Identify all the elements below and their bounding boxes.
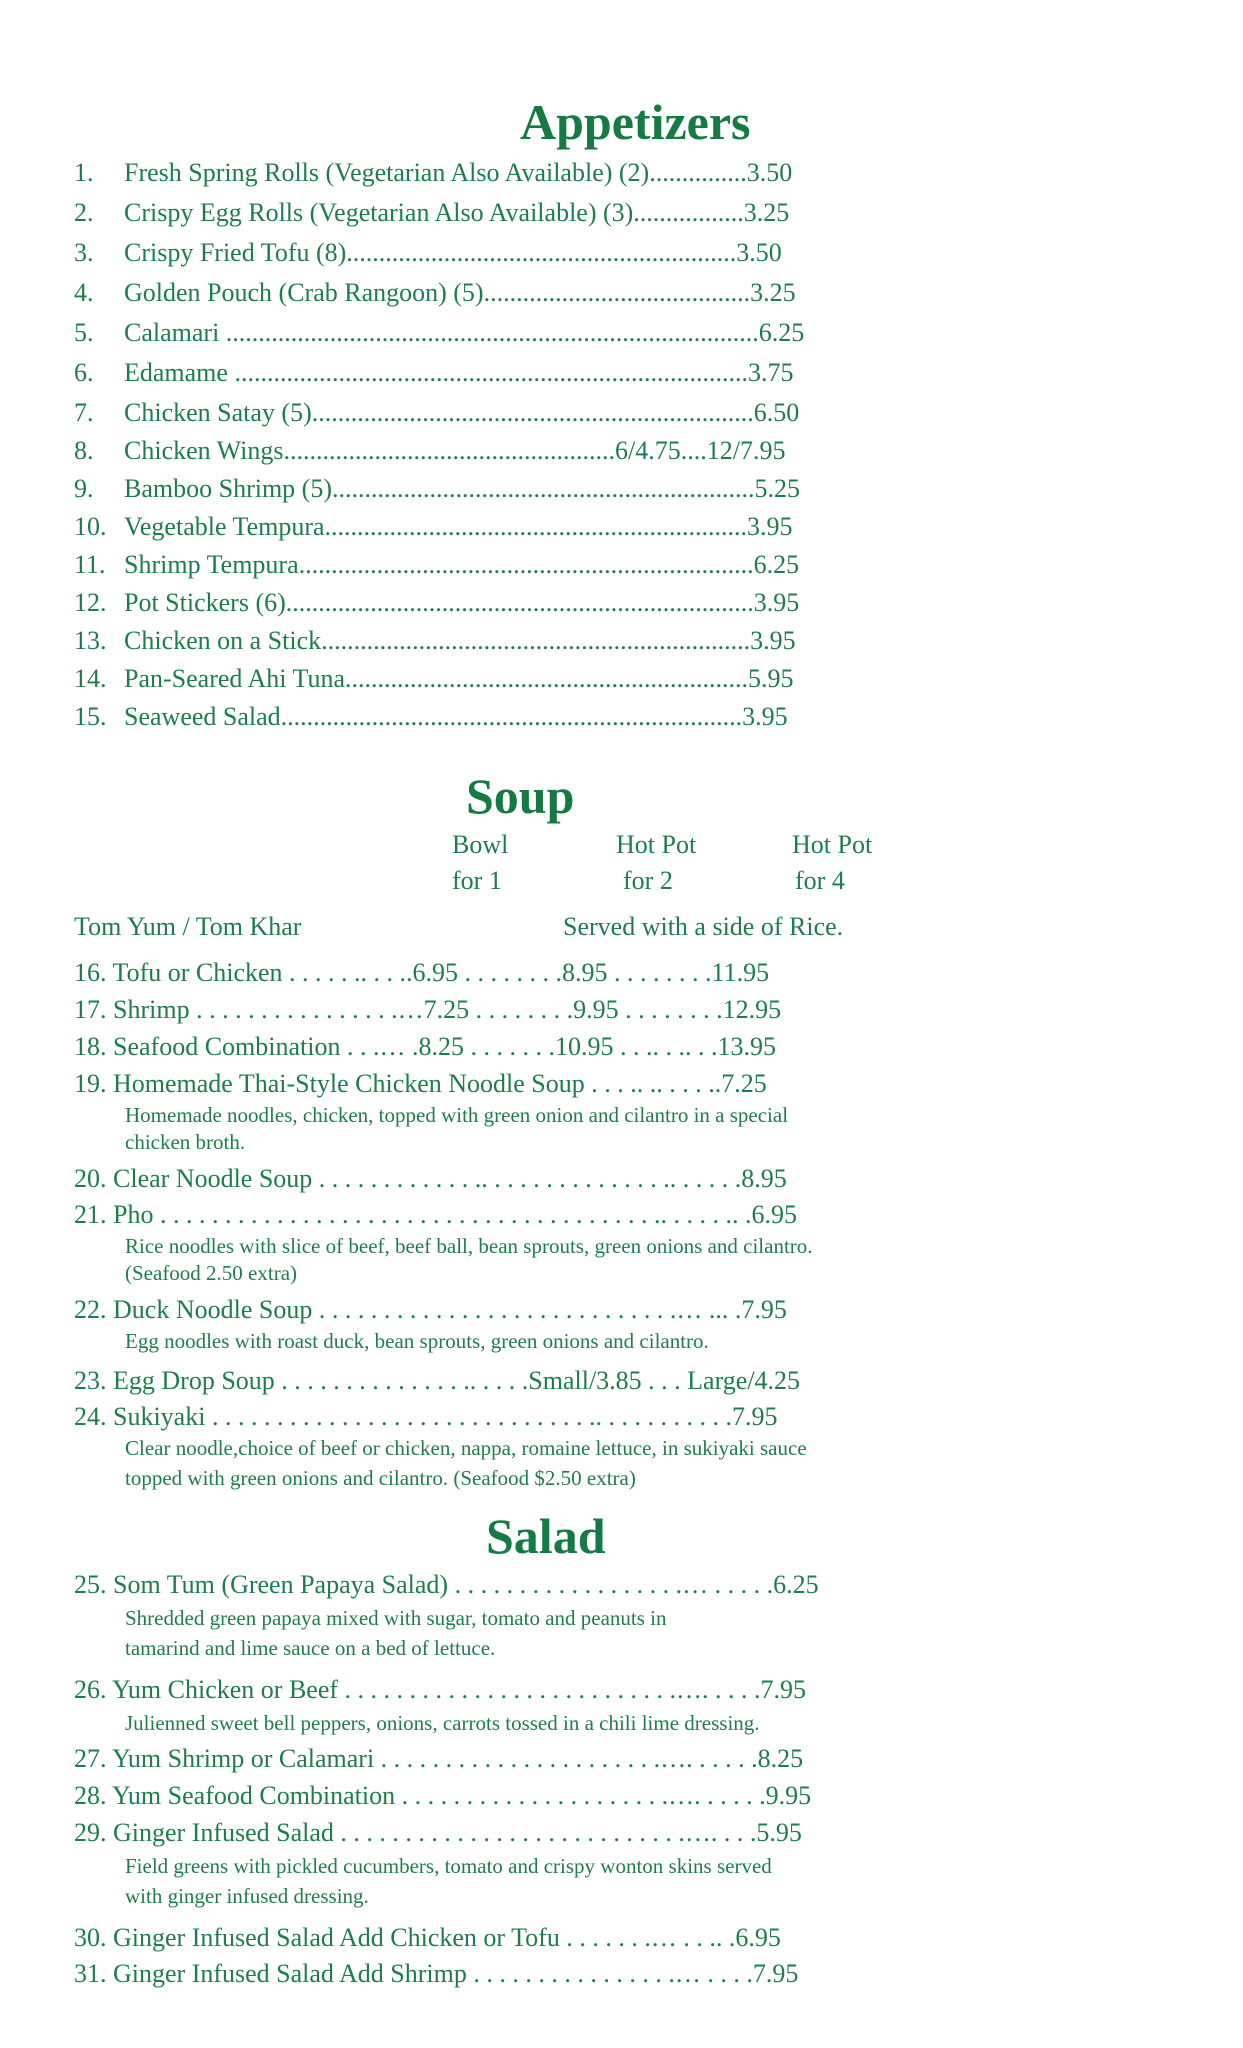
item-number: 15. xyxy=(74,702,107,731)
menu-item xyxy=(74,357,794,389)
item-number: 3. xyxy=(74,238,94,267)
menu-item: 25. Som Tum (Green Papaya Salad) . . . . . . . . . . . . . . . . . .… . . . . .6.25 xyxy=(74,1570,819,1599)
item-number: 13. xyxy=(74,626,107,655)
item-text: Vegetable Tempura.................................................................3.95 xyxy=(124,512,793,541)
menu-item: 30. Ginger Infused Salad Add Chicken or Tofu . . . . . . .… . . .. .6.95 xyxy=(74,1923,781,1952)
menu-item: 29. Ginger Infused Salad . . . . . . . . . . . . . . . . . . . . . . . . . . .…. . . .5.95 xyxy=(74,1818,802,1847)
item-description: Shredded green papaya mixed with sugar, tomato and peanuts in xyxy=(125,1606,667,1630)
soup-col-bowl-line1: Bowl xyxy=(452,830,509,859)
item-number: 9. xyxy=(74,474,94,503)
menu-item: 24. Sukiyaki . . . . . . . . . . . . . . . . . . . . . . . . . . . . . .. . . . . . . . . . .7.95 xyxy=(74,1402,778,1431)
soup-col-bowl-line2: for 1 xyxy=(452,866,502,895)
soup-subhead-left: Tom Yum / Tom Khar xyxy=(74,912,302,941)
item-number: 14. xyxy=(74,664,107,693)
menu-item: 19. Homemade Thai-Style Chicken Noodle Soup . . . .. .. . . . ..7.25 xyxy=(74,1069,767,1098)
item-text: Chicken Wings...................................................6/4.75....12/7.95 xyxy=(124,436,786,465)
menu-item xyxy=(74,157,793,189)
item-description: Rice noodles with slice of beef, beef ball, bean sprouts, green onions and cilantro. xyxy=(125,1234,813,1258)
item-text: Chicken on a Stick..................................................................3.95 xyxy=(124,626,796,655)
menu-item xyxy=(74,397,800,429)
item-number: 11. xyxy=(74,550,106,579)
item-text: Fresh Spring Rolls (Vegetarian Also Available) (2)...............3.50 xyxy=(124,158,793,187)
menu-item xyxy=(74,625,796,657)
menu-item xyxy=(74,511,793,543)
item-text: Pan-Seared Ahi Tuna..............................................................5.95 xyxy=(124,664,794,693)
menu-item xyxy=(74,277,796,309)
menu-item xyxy=(74,197,790,229)
item-description: with ginger infused dressing. xyxy=(125,1884,369,1908)
menu-item xyxy=(74,587,800,619)
item-description: Homemade noodles, chicken, topped with green onion and cilantro in a special xyxy=(125,1103,789,1127)
item-description: Field greens with pickled cucumbers, tomato and crispy wonton skins served xyxy=(125,1854,772,1878)
item-text: Bamboo Shrimp (5).................................................................5.25 xyxy=(124,474,800,503)
soup-heading: Soup xyxy=(466,768,575,824)
menu-item: 31. Ginger Infused Salad Add Shrimp . . . . . . . . . . . . . . . .… . . . .7.95 xyxy=(74,1959,799,1988)
menu-item: 26. Yum Chicken or Beef . . . . . . . . . . . . . . . . . . . . . . . . . .…. . . . .7.95 xyxy=(74,1675,807,1704)
menu-item: 18. Seafood Combination . . .… .8.25 . . . . . . .10.95 . . .. . .. . .13.95 xyxy=(74,1032,776,1061)
item-number: 5. xyxy=(74,318,94,347)
item-text: Calamari ..................................................................................6.25 xyxy=(124,318,805,347)
menu-item xyxy=(74,663,794,695)
item-description: tamarind and lime sauce on a bed of lettuce. xyxy=(125,1636,496,1660)
menu-item: 28. Yum Seafood Combination . . . . . . . . . . . . . . . . . . . . .…. . . . . .9.95 xyxy=(74,1781,812,1810)
item-number: 12. xyxy=(74,588,107,617)
menu-item: 16. Tofu or Chicken . . . . . .. . . ..6.95 . . . . . . . .8.95 . . . . . . . .11.95 xyxy=(74,958,770,987)
item-number: 2. xyxy=(74,198,94,227)
menu-item xyxy=(74,473,800,505)
item-number: 1. xyxy=(74,158,94,187)
soup-col-hotpot4-line1: Hot Pot xyxy=(792,830,873,859)
item-text: Edamame ...............................................................................3.75 xyxy=(124,358,794,387)
menu-item: 27. Yum Shrimp or Calamari . . . . . . . . . . . . . . . . . . . . . .…. . . . . .8.25 xyxy=(74,1744,804,1773)
item-number: 7. xyxy=(74,398,94,427)
item-number: 10. xyxy=(74,512,107,541)
item-text: Chicken Satay (5)....................................................................6.50 xyxy=(124,398,800,427)
item-number: 4. xyxy=(74,278,94,307)
menu-item: 17. Shrimp . . . . . . . . . . . . . . . .…7.25 . . . . . . . .9.95 . . . . . . . .12.95 xyxy=(74,995,782,1024)
menu-item: 23. Egg Drop Soup . . . . . . . . . . . . . . .. . . . .Small/3.85 . . . Large/4.25 xyxy=(74,1366,801,1395)
salad-heading: Salad xyxy=(486,1508,606,1564)
soup-col-hotpot2-line1: Hot Pot xyxy=(616,830,697,859)
item-text: Crispy Egg Rolls (Vegetarian Also Available) (3).................3.25 xyxy=(124,198,790,227)
menu-item: 21. Pho . . . . . . . . . . . . . . . . . . . . . . . . . . . . . . . . . . . . . . .. . . . . .. .6.95 xyxy=(74,1200,797,1229)
menu-item xyxy=(74,701,788,733)
menu-item: 20. Clear Noodle Soup . . . . . . . . . . . . .. . . . . . . . . . . . . . .. . . . . .8.95 xyxy=(74,1164,787,1193)
item-description: Egg noodles with roast duck, bean sprouts, green onions and cilantro. xyxy=(125,1329,709,1353)
menu-item: 22. Duck Noodle Soup . . . . . . . . . . . . . . . . . . . . . . . . . . . .… ... .7.95 xyxy=(74,1295,787,1324)
menu-item xyxy=(74,317,805,349)
item-description: Julienned sweet bell peppers, onions, carrots tossed in a chili lime dressing. xyxy=(125,1711,760,1735)
soup-subhead-right: Served with a side of Rice. xyxy=(563,912,844,941)
item-description: topped with green onions and cilantro. (Seafood $2.50 extra) xyxy=(125,1466,636,1490)
soup-col-hotpot2-line2: for 2 xyxy=(623,866,673,895)
item-number: 6. xyxy=(74,358,94,387)
item-description: chicken broth. xyxy=(125,1130,246,1154)
soup-col-hotpot4-line2: for 4 xyxy=(795,866,845,895)
item-number: 8. xyxy=(74,436,94,465)
menu-item xyxy=(74,435,786,467)
item-text: Crispy Fried Tofu (8)............................................................3.50 xyxy=(124,238,782,267)
item-text: Shrimp Tempura......................................................................6.25 xyxy=(124,550,800,579)
menu-item xyxy=(74,237,782,269)
item-description: Clear noodle,choice of beef or chicken, nappa, romaine lettuce, in sukiyaki sauce xyxy=(125,1436,807,1460)
appetizers-heading: Appetizers xyxy=(520,94,751,150)
item-text: Pot Stickers (6)........................................................................3.95 xyxy=(124,588,800,617)
menu-item xyxy=(74,549,800,581)
item-description: (Seafood 2.50 extra) xyxy=(125,1261,298,1285)
item-text: Golden Pouch (Crab Rangoon) (5).........................................3.25 xyxy=(124,278,796,307)
item-text: Seaweed Salad.......................................................................3.95 xyxy=(124,702,788,731)
